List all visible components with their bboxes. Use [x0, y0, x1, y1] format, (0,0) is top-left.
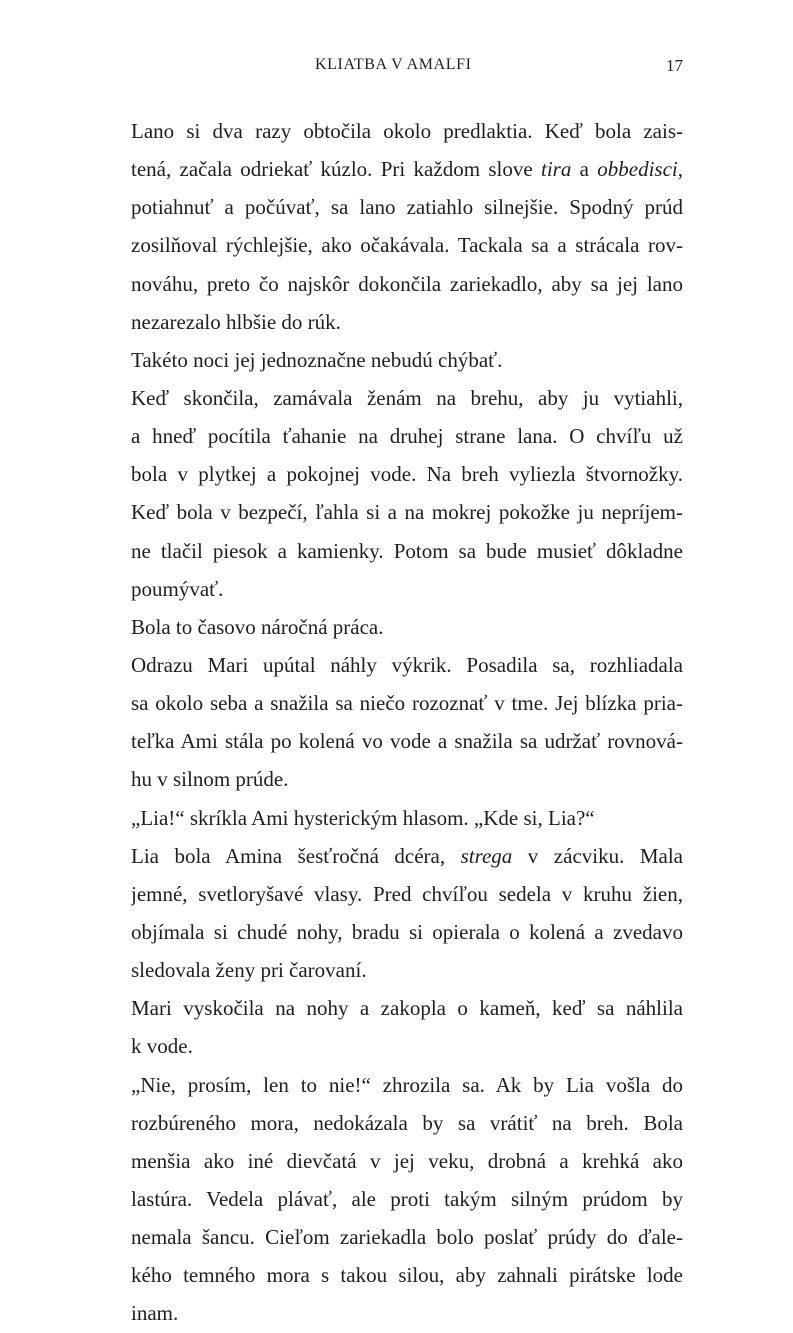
text-line: rozbúreného mora, nedokázala by sa vrátiť na breh. Bola [131, 1110, 683, 1135]
text-line: sledovala ženy pri čarovaní. [131, 958, 367, 983]
italic-word: tira [540, 157, 572, 182]
text-line: sa okolo seba a snažila sa niečo rozoznať v tme. Jej blízka pria- [131, 691, 683, 716]
text-line: objímala si chudé nohy, bradu si opierala o kolená a zvedavo [131, 919, 683, 944]
text-line: jemné, svetloryšavé vlasy. Pred chvíľou sedela v kruhu žien, [131, 881, 683, 906]
text-line: menšia ako iné dievčatá v jej veku, drobná a krehká ako [131, 1148, 683, 1173]
text-line: inam. [131, 1301, 179, 1326]
running-title: KLIATBA V AMALFI [315, 56, 472, 73]
text-line: „Lia!“ skríkla Ami hysterickým hlasom. „Kde si, Lia?“ [131, 805, 595, 830]
text-line: ne tlačil piesok a kamienky. Potom sa bude musieť dôkladne [131, 538, 683, 563]
running-head [0, 56, 793, 86]
text-line: Takéto noci jej jednoznačne nebudú chýbať. [131, 347, 503, 372]
text-line: teľka Ami stála po kolená vo vode a snažila sa udržať rovnová- [131, 729, 683, 754]
text-line: bola v plytkej a pokojnej vode. Na breh vyliezla štvornožky. [131, 462, 683, 487]
text-run: , [677, 157, 683, 182]
text-line: hu v silnom prúde. [131, 767, 289, 792]
text-line [131, 837, 683, 875]
text-line: zosilňoval rýchlejšie, ako očakávala. Tackala sa a strácala rov- [131, 233, 683, 258]
text-line: nováhu, preto čo najskôr dokončila zariekadlo, aby sa jej lano [131, 271, 683, 296]
text-line: „Nie, prosím, len to nie!“ zhrozila sa. Ak by Lia vošla do [131, 1072, 683, 1097]
text-line: a hneď pocítila ťahanie na druhej strane lana. O chvíľu už [131, 424, 683, 449]
text-line: kého temného mora s takou silou, aby zahnali pirátske lode [131, 1263, 683, 1288]
text-line: k vode. [131, 1034, 193, 1059]
text-line: lastúra. Vedela plávať, ale proti takým silným prúdom by [131, 1186, 683, 1211]
body-text [131, 112, 683, 1333]
text-line [131, 150, 683, 188]
page-number: 17 [666, 56, 683, 75]
text-line: Odrazu Mari upútal náhly výkrik. Posadila sa, rozhliadala [131, 652, 683, 677]
text-line: potiahnuť a počúvať, sa lano zatiahlo silnejšie. Spodný prúd [131, 195, 683, 220]
text-line: nemala šancu. Cieľom zariekadla bolo poslať prúdy do ďale- [131, 1225, 683, 1250]
text-line: nezarezalo hlbšie do rúk. [131, 309, 341, 334]
text-run: Lia bola Amina šesťročná dcéra, [131, 843, 461, 868]
text-line: Keď skončila, zamávala ženám na brehu, aby ju vytiahli, [131, 385, 683, 410]
text-line: Bola to časovo náročná práca. [131, 614, 384, 639]
text-line: Lano si dva razy obtočila okolo predlaktia. Keď bola zais- [131, 119, 683, 143]
italic-word: obbedisci [597, 157, 678, 182]
text-run: tená, začala odriekať kúzlo. Pri každom slove [131, 157, 541, 182]
text-run: v zácviku. Mala [512, 843, 683, 868]
italic-word: strega [460, 843, 513, 868]
text-run: a [571, 157, 598, 182]
text-line: poumývať. [131, 576, 224, 601]
text-line: Keď bola v bezpečí, ľahla si a na mokrej pokožke ju nepríjem- [131, 500, 683, 525]
text-line: Mari vyskočila na nohy a zakopla o kameň, keď sa náhlila [131, 996, 683, 1021]
